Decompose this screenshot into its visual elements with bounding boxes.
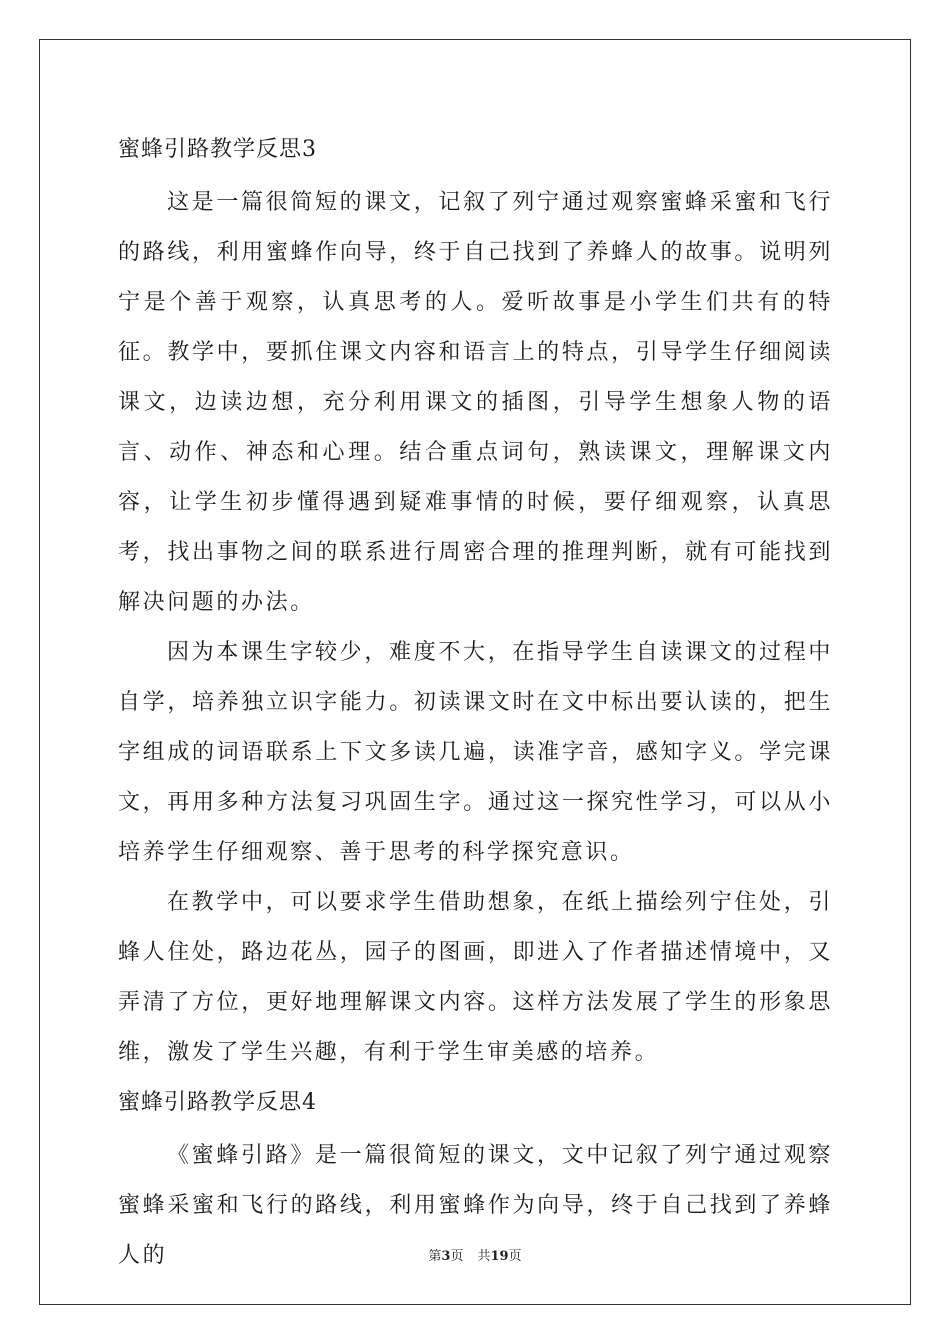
document-body — [118, 128, 833, 1281]
section-heading: 蜜蜂引路教学反思4 — [118, 1090, 317, 1115]
page-number-label: 第3页 — [428, 1249, 464, 1264]
paragraph: 在教学中，可以要求学生借助想象，在纸上描绘列宁住处，引蜂人住处，路边花丛，园子的图画，即进入了作者描述情境中，又弄清了方位，更好地理解课文内容。这样方法发展了学生的形象思维，激发了学生兴趣，有利于学生审美感的培养。 — [118, 890, 833, 1065]
total-pages-label: 共19页 — [477, 1249, 522, 1264]
page-footer — [0, 1247, 950, 1267]
section-heading: 蜜蜂引路教学反思3 — [118, 137, 317, 162]
paragraph: 因为本课生字较少，难度不大，在指导学生自读课文的过程中自学，培养独立识字能力。初读课文时在文中标出要认读的，把生字组成的词语联系上下文多读几遍，读准字音，感知字义。学完课文，再用多种方法复习巩固生字。通过这一探究性学习，可以从小培养学生仔细观察、善于思考的科学探究意识。 — [118, 640, 833, 865]
paragraph: 《蜜蜂引路》是一篇很简短的课文，文中记叙了列宁通过观察蜜蜂采蜜和飞行的路线，利用蜜蜂作为向导，终于自己找到了养蜂人的 — [118, 1143, 833, 1268]
paragraph: 这是一篇很简短的课文，记叙了列宁通过观察蜜蜂采蜜和飞行的路线，利用蜜蜂作向导，终于自己找到了养蜂人的故事。说明列宁是个善于观察，认真思考的人。爱听故事是小学生们共有的特征。教学中，要抓住课文内容和语言上的特点，引导学生仔细阅读课文，边读边想，充分利用课文的插图，引导学生想象人物的语言、动作、神态和心理。结合重点词句，熟读课文，理解课文内容，让学生初步懂得遇到疑难事情的时候，要仔细观察，认真思考，找出事物之间的联系进行周密合理的推理判断，就有可能找到解决问题的办法。 — [118, 190, 833, 615]
